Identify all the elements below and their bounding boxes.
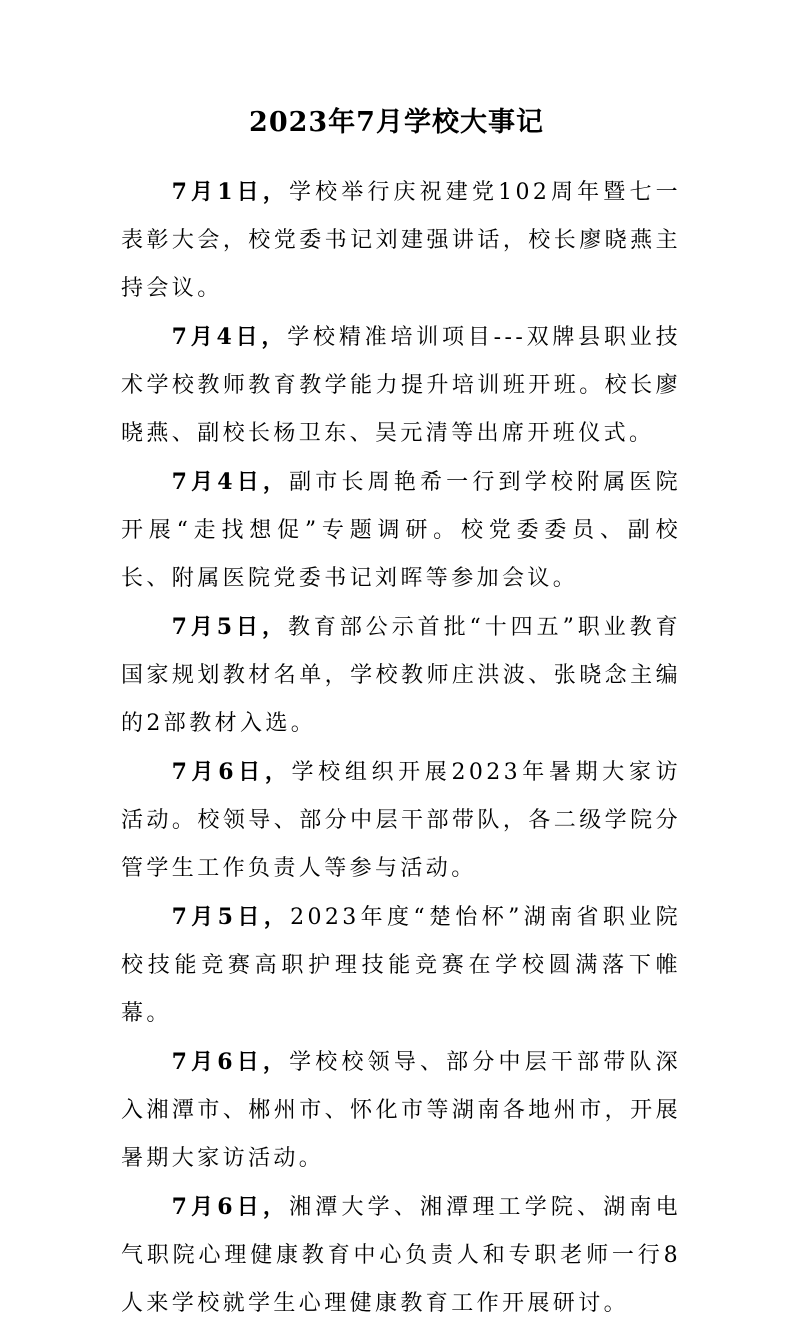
event-date: 7月5日， (171, 614, 288, 640)
event-date: 7月4日， (171, 469, 290, 495)
event-paragraph (121, 893, 681, 1038)
event-paragraph (121, 1038, 681, 1183)
event-text: 学校精准培训项目---双牌县职业技术学校教师教育教学能力提升培训班开班。校长廖晓燕、副校长杨卫东、吴元清等出席开班仪式。 (121, 325, 681, 446)
event-date: 7月6日， (171, 759, 292, 785)
event-paragraph (121, 168, 681, 313)
event-date: 7月5日， (171, 904, 291, 930)
event-paragraph (121, 1183, 681, 1328)
event-text: 教育部公示首批“十四五”职业教育国家规划教材名单，学校教师庄洪波、张晓念主编的2部教材入选。 (121, 615, 681, 736)
event-paragraph (121, 748, 681, 893)
event-text: 副市长周艳希一行到学校附属医院开展“走找想促”专题调研。校党委委员、副校长、附属医院党委书记刘晖等参加会议。 (121, 470, 681, 591)
event-paragraph (121, 313, 681, 458)
event-text: 2023年度“楚怡杯”湖南省职业院校技能竞赛高职护理技能竞赛在学校圆满落下帷幕。 (121, 905, 681, 1026)
event-date: 7月6日， (171, 1194, 290, 1220)
event-date: 7月1日， (171, 179, 289, 205)
event-list (121, 168, 681, 1328)
event-text: 学校校领导、部分中层干部带队深入湘潭市、郴州市、怀化市等湖南各地州市，开展暑期大家访活动。 (121, 1050, 681, 1171)
event-text: 学校组织开展2023年暑期大家访活动。校领导、部分中层干部带队，各二级学院分管学生工作负责人等参与活动。 (121, 760, 682, 881)
event-date: 7月6日， (171, 1049, 290, 1075)
event-paragraph (121, 458, 681, 603)
event-text: 学校举行庆祝建党102周年暨七一表彰大会，校党委书记刘建强讲话，校长廖晓燕主持会议。 (121, 180, 681, 301)
page-title: 2023年7月学校大事记 (249, 107, 544, 138)
event-paragraph (121, 603, 681, 748)
event-date: 7月4日， (171, 324, 288, 350)
event-text: 湘潭大学、湘潭理工学院、湖南电气职院心理健康教育中心负责人和专职老师一行8人来学校就学生心理健康教育工作开展研讨。 (121, 1195, 681, 1316)
